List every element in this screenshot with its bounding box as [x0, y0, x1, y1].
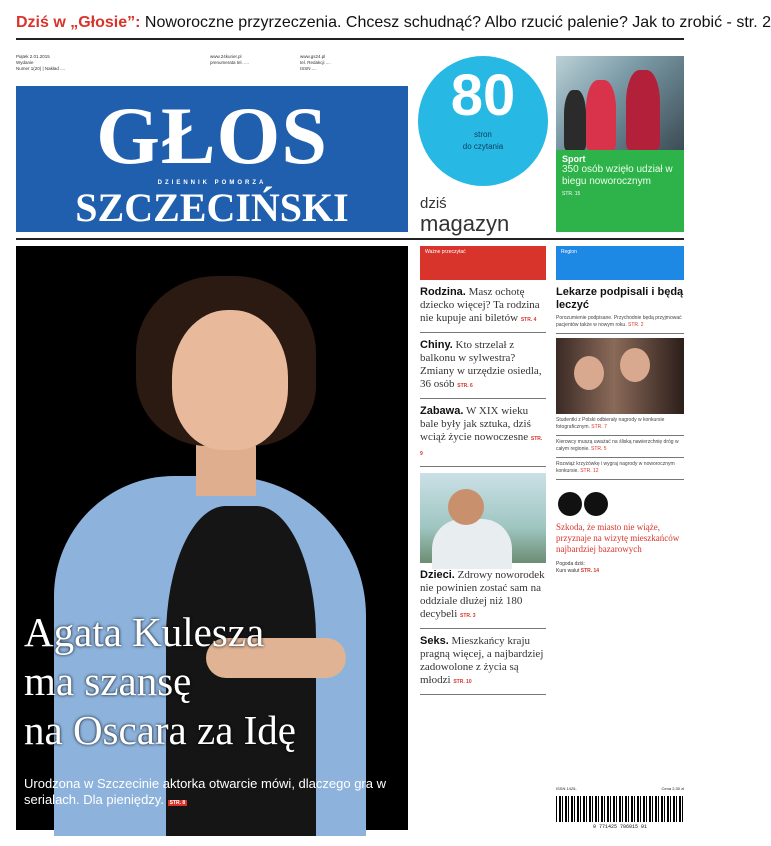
region-text-4[interactable]: Rozwiąż krzyżówkę i wygraj nagrody w noworocznym konkursie. STR. 12 [556, 458, 684, 480]
masthead-subtitle: DZIENNIK POMORZA [157, 180, 267, 186]
hero-portrait [172, 310, 288, 450]
magazyn-word: magazyn [420, 211, 510, 236]
hero-headline [24, 608, 404, 755]
story-text: Mieszkańcy kraju pragną więcej, a najbardziej zadowolone z życia są młodzi [420, 635, 544, 686]
meta-web: www.gs24.pl [300, 54, 326, 59]
hero-headline-line1: Agata Kulesza [24, 609, 265, 655]
hero-headline-line3: na Oscara za Idę [24, 707, 297, 753]
story-text: Zdrowy noworodek nie powinien zostać sam na oddziale dłużej niż 180 decybeli [420, 569, 545, 620]
sport-page: STR. 15 [562, 191, 581, 197]
pages-badge [418, 56, 548, 186]
story-text: Kto strzelał z balkonu w sylwestra? Zmiany w urzędzie osiedla, 36 osób [420, 339, 542, 390]
meta-right [300, 54, 331, 72]
story-text: W XIX wieku bale były jak sztuka, dziś wciąż życie nowoczesne [420, 405, 531, 443]
sport-text: 350 osób wzięło udział w biegu noworocznym [562, 164, 673, 187]
story-kicker: Seks. [420, 635, 449, 647]
meta-date: Piątek 2.01.2015 [16, 54, 50, 59]
small-print: Pogoda dziś: Kurs walut STR. 14 [556, 561, 600, 574]
meta-subscription: prenumerata tel. .... [210, 60, 250, 65]
sport-photo [556, 56, 684, 150]
story-seks[interactable] [420, 629, 546, 695]
right-header: Region [556, 246, 684, 280]
story-text: Masz ochotę dziecko więcej? Ta rodzina nie kupuje ani biletów [420, 286, 540, 324]
meta-phone: tel. Redakcji .... [300, 60, 331, 65]
dots-logo [556, 488, 684, 522]
region-headline[interactable]: Lekarze podpisali i będą leczyć [556, 286, 684, 311]
story-page: STR. 4 [520, 317, 537, 323]
badge-line1: stron [474, 130, 492, 139]
meta-edition: Wydanie [16, 60, 34, 65]
story-chiny[interactable] [420, 333, 546, 399]
barcode-issn: ISSN 1425- [556, 786, 577, 791]
meta-left [16, 54, 65, 72]
story-kicker: Dzieci. [420, 569, 455, 581]
hero-lead-text: Urodzona w Szczecinie aktorka otwarcie mówi, dlaczego gra w serialach. Dla pieniędzy. [24, 776, 386, 807]
barcode [556, 786, 684, 830]
story-rodzina[interactable] [420, 280, 546, 333]
hero-page: STR. 8 [169, 800, 186, 806]
story-page: STR. 6 [457, 383, 473, 389]
story-page: STR. 3 [460, 613, 476, 619]
hero-lead [24, 776, 394, 811]
masthead-divider [16, 238, 684, 240]
story-kicker: Rodzina. [420, 286, 466, 298]
badge-line2: do czytania [462, 142, 504, 151]
badge-number: 80 [450, 63, 516, 128]
story-dzieci[interactable] [420, 563, 546, 629]
story-zabawa[interactable] [420, 399, 546, 467]
middle-column [420, 246, 546, 695]
hero-story[interactable] [16, 246, 408, 830]
hospital-photo [420, 473, 546, 563]
red-quote[interactable]: Szkoda, że miasto nie wiąże, przyznaje na wizytę mieszkańców najbardziej bazarowych [556, 522, 680, 554]
teaser-text: Noworoczne przyrzeczenia. Chcesz schudnąć? Albo rzucić palenie? Jak to zrobić - str. 2 [144, 14, 771, 31]
barcode-number: 9 771425 706015 01 [592, 824, 647, 830]
barcode-bars [556, 796, 684, 822]
barcode-price: Cena 2,30 zł [661, 786, 684, 791]
sport-teaser[interactable] [556, 150, 684, 232]
magazyn-label [420, 194, 550, 234]
top-teaser-bar [16, 14, 771, 40]
right-column [556, 246, 684, 575]
masthead [16, 86, 408, 232]
region-text-3[interactable]: Kierowcy muszą uważać na śliską nawierzchnię dróg w całym regionie. STR. 5 [556, 436, 684, 458]
meta-url: www.24kurier.pl [210, 54, 242, 59]
meta-number: Numer 1(20) | Nakład .... [16, 66, 66, 71]
story-page: STR. 10 [453, 679, 472, 685]
masthead-city: SZCZECIŃSKI [75, 185, 349, 230]
hero-headline-line2: ma szansę [24, 658, 192, 704]
mid-header: Ważne przeczytać [420, 246, 546, 280]
story-page: STR. 9 [420, 436, 543, 457]
meta-center [210, 54, 249, 66]
story-kicker: Chiny. [420, 339, 453, 351]
students-photo [556, 338, 684, 414]
masthead-title: GŁOS [96, 90, 328, 181]
sport-title: Sport [562, 154, 586, 164]
magazyn-dzis: dziś [420, 195, 447, 212]
region-text: Porozumienie podpisane. Przychodnie będą przyjmować pacjentów także w nowym roku. STR. 2 [556, 312, 684, 334]
meta-issn: ISSN .... [300, 66, 317, 71]
story-kicker: Zabawa. [420, 405, 464, 417]
today-label: Dziś w „Głosie”: [16, 14, 141, 31]
region-text-2[interactable]: Studentki z Polski odbierały nagrody w konkursie fotograficznym. STR. 7 [556, 414, 684, 436]
